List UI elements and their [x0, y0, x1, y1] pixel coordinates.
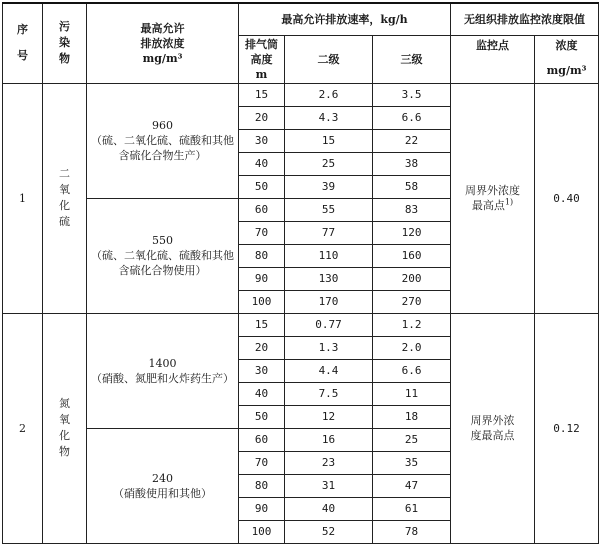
grade-2-rate-cell: 16 [285, 428, 373, 451]
emission-standard-table [2, 2, 599, 544]
stack-height-cell: 60 [239, 198, 285, 221]
grade-2-rate-cell: 7.5 [285, 382, 373, 405]
stack-height-cell: 15 [239, 313, 285, 336]
grade-3-rate-cell: 38 [373, 152, 451, 175]
grade-3-rate-cell: 25 [373, 428, 451, 451]
grade-3-rate-cell: 160 [373, 244, 451, 267]
stack-height-cell: 90 [239, 267, 285, 290]
grade-3-rate-cell: 78 [373, 520, 451, 543]
grade-2-rate-cell: 2.6 [285, 83, 373, 106]
stack-height-cell: 70 [239, 221, 285, 244]
grade-2-rate-cell: 130 [285, 267, 373, 290]
grade-3-rate-cell: 11 [373, 382, 451, 405]
max-concentration-cell: 1400 （硝酸、氮肥和火炸药生产） [87, 313, 239, 428]
grade-3-rate-cell: 6.6 [373, 106, 451, 129]
stack-height-cell: 50 [239, 405, 285, 428]
concentration-limit-cell: 0.40 [535, 83, 599, 313]
grade-2-rate-cell: 4.4 [285, 359, 373, 382]
grade-3-rate-cell: 3.5 [373, 83, 451, 106]
stack-height-cell: 90 [239, 497, 285, 520]
stack-height-header: 排气筒 高度 m [239, 35, 285, 83]
max-concentration-cell: 240 （硝酸使用和其他） [87, 428, 239, 543]
grade-3-rate-cell: 1.2 [373, 313, 451, 336]
stack-height-cell: 60 [239, 428, 285, 451]
grade-2-rate-cell: 23 [285, 451, 373, 474]
grade-2-rate-cell: 25 [285, 152, 373, 175]
stack-height-cell: 70 [239, 451, 285, 474]
table-body [3, 83, 599, 543]
grade-3-rate-cell: 6.6 [373, 359, 451, 382]
max-concentration-cell: 960 （硫、二氧化硫、硫酸和其他 含硫化合物生产） [87, 83, 239, 198]
stack-height-cell: 100 [239, 520, 285, 543]
grade-3-rate-cell: 200 [373, 267, 451, 290]
grade-2-rate-cell: 1.3 [285, 336, 373, 359]
grade-3-rate-cell: 120 [373, 221, 451, 244]
stack-height-cell: 50 [239, 175, 285, 198]
grade-3-header: 三级 [373, 35, 451, 83]
stack-height-cell: 20 [239, 336, 285, 359]
stack-height-cell: 40 [239, 152, 285, 175]
grade-3-rate-cell: 61 [373, 497, 451, 520]
seq-cell: 2 [3, 313, 43, 543]
max-concentration-header: 最高允许 排放浓度 mg/m³ [87, 3, 239, 83]
max-concentration-cell: 550 （硫、二氧化硫、硫酸和其他 含硫化合物使用） [87, 198, 239, 313]
stack-height-cell: 40 [239, 382, 285, 405]
max-rate-header: 最高允许排放速率，kg/h [239, 3, 451, 35]
pollutant-cell: 二 氧 化 硫 [43, 83, 87, 313]
grade-3-rate-cell: 35 [373, 451, 451, 474]
concentration-limit-cell: 0.12 [535, 313, 599, 543]
seq-header: 序 号 [3, 3, 43, 83]
grade-2-rate-cell: 31 [285, 474, 373, 497]
grade-2-rate-cell: 40 [285, 497, 373, 520]
grade-2-rate-cell: 15 [285, 129, 373, 152]
stack-height-cell: 20 [239, 106, 285, 129]
stack-height-cell: 30 [239, 359, 285, 382]
monitor-point-cell: 周界外浓 度最高点 [451, 313, 535, 543]
grade-2-header: 二级 [285, 35, 373, 83]
grade-3-rate-cell: 47 [373, 474, 451, 497]
grade-2-rate-cell: 77 [285, 221, 373, 244]
grade-2-rate-cell: 110 [285, 244, 373, 267]
grade-3-rate-cell: 270 [373, 290, 451, 313]
monitor-point-header: 监控点 [451, 35, 535, 83]
table-row [3, 313, 599, 336]
stack-height-cell: 100 [239, 290, 285, 313]
grade-2-rate-cell: 0.77 [285, 313, 373, 336]
grade-3-rate-cell: 83 [373, 198, 451, 221]
grade-2-rate-cell: 170 [285, 290, 373, 313]
stack-height-cell: 30 [239, 129, 285, 152]
pollutant-header: 污 染 物 [43, 3, 87, 83]
pollutant-cell: 氮 氧 化 物 [43, 313, 87, 543]
concentration-header: 浓度 mg/m³ [535, 35, 599, 83]
grade-3-rate-cell: 22 [373, 129, 451, 152]
stack-height-cell: 80 [239, 474, 285, 497]
fugitive-limit-header: 无组织排放监控浓度限值 [451, 3, 599, 35]
grade-3-rate-cell: 2.0 [373, 336, 451, 359]
grade-3-rate-cell: 18 [373, 405, 451, 428]
grade-2-rate-cell: 39 [285, 175, 373, 198]
grade-2-rate-cell: 4.3 [285, 106, 373, 129]
grade-2-rate-cell: 12 [285, 405, 373, 428]
grade-2-rate-cell: 55 [285, 198, 373, 221]
monitor-point-cell: 周界外浓度 最高点$^{1)}$ [451, 83, 535, 313]
seq-cell: 1 [3, 83, 43, 313]
grade-3-rate-cell: 58 [373, 175, 451, 198]
table-row [3, 83, 599, 106]
grade-2-rate-cell: 52 [285, 520, 373, 543]
stack-height-cell: 80 [239, 244, 285, 267]
stack-height-cell: 15 [239, 83, 285, 106]
